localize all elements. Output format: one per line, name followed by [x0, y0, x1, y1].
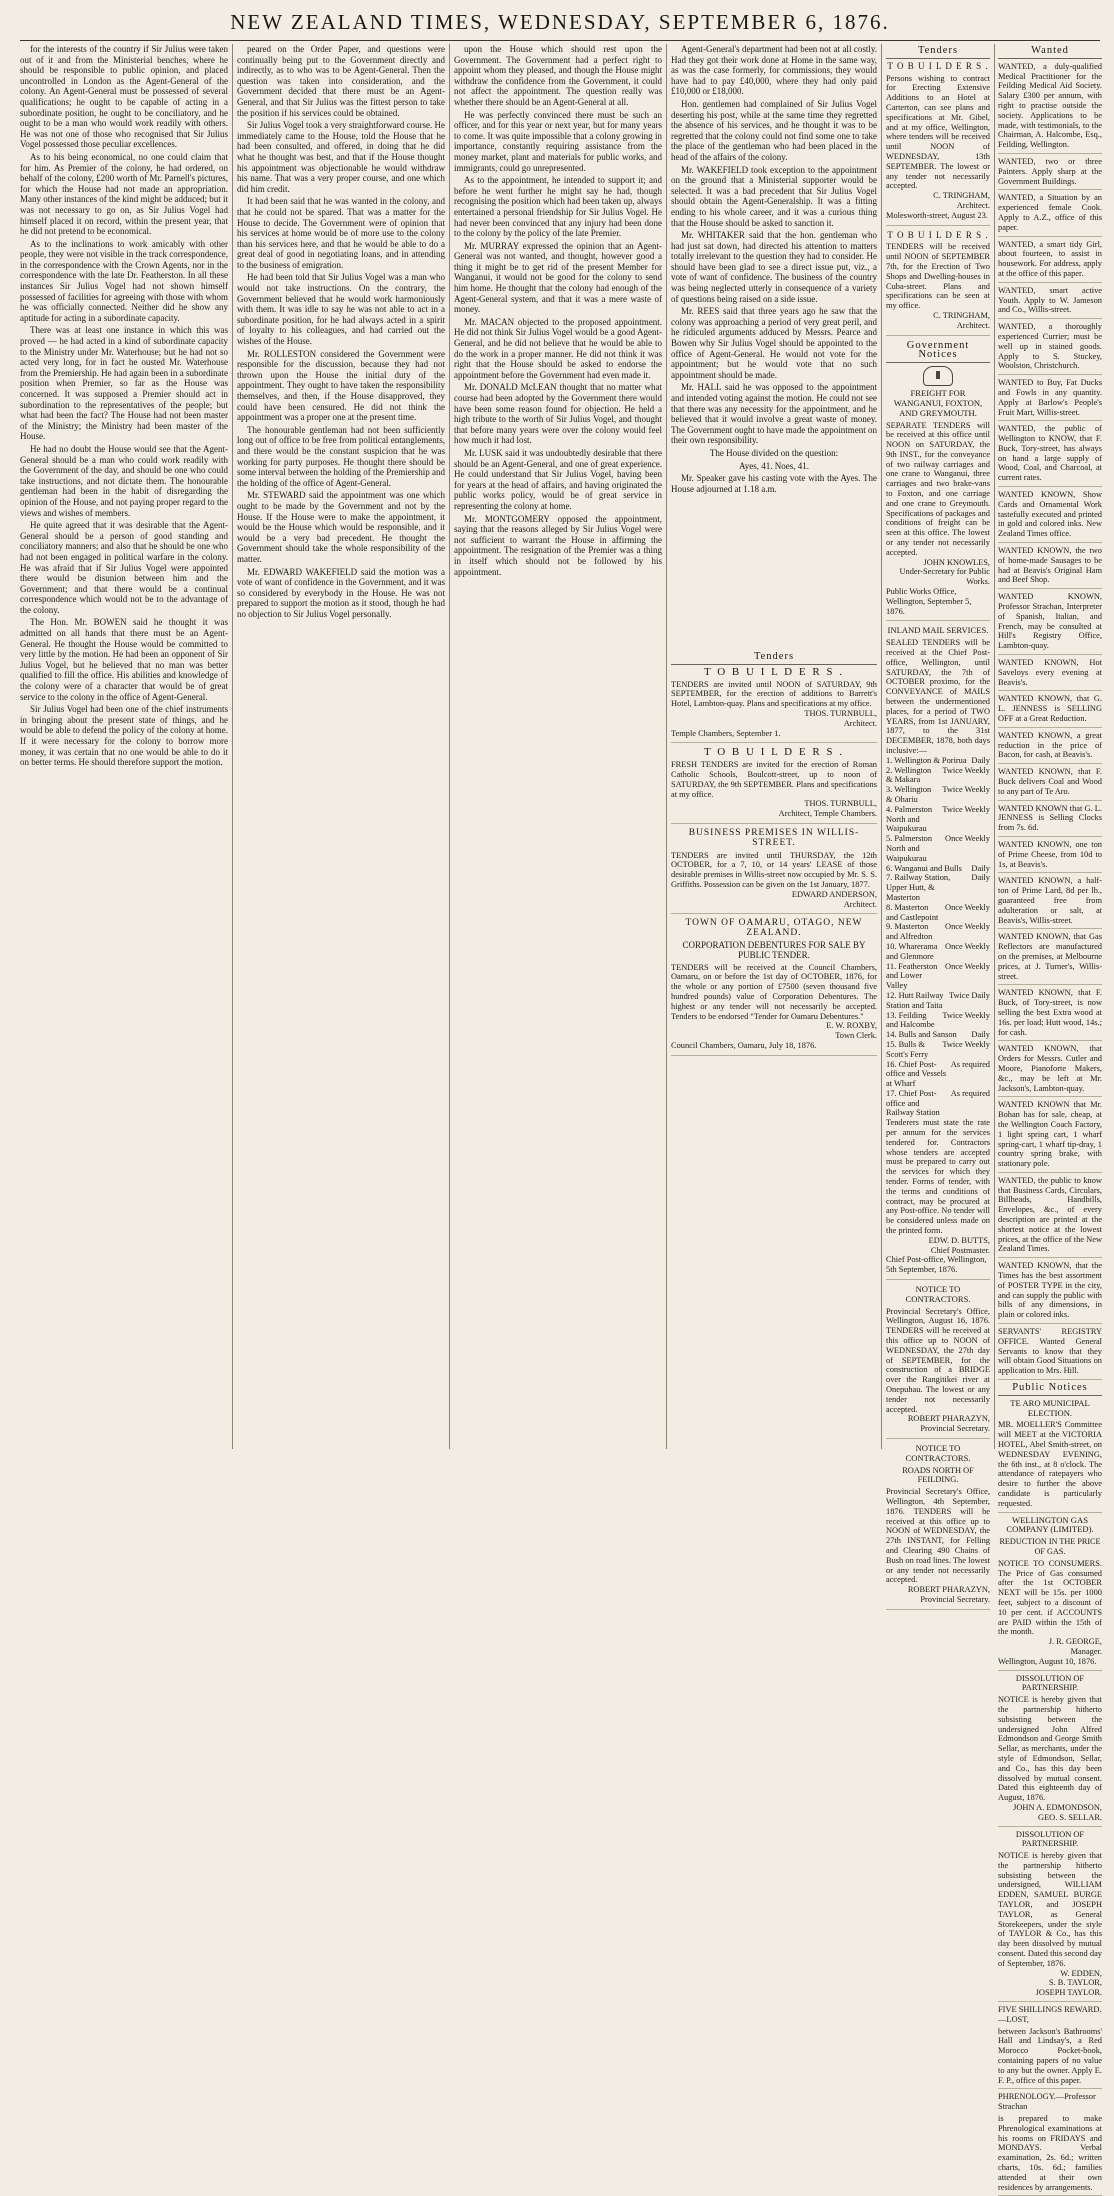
paragraph: The Hon. Mr. BOWEN said he thought it was admitted on all hands that there must be an Agent-General. He thought the House would be committed to very little by the motion. He had been an opponent of Sir Julius Vogel, but he believed that no man was better qualified to fill the office. His abilities and knowledge of the colony were of a character that would be of great service to the colony in the office of Agent-General.	[20, 617, 228, 702]
mail-route-name: 1. Wellington & Porirua	[886, 755, 967, 765]
ad-signature: GEO. S. SELLAR.	[1038, 1812, 1102, 1822]
public-notice	[998, 1830, 1102, 2003]
ad-signature-title: Provincial Secretary.	[920, 1424, 990, 1434]
public-notice	[998, 1516, 1102, 1671]
wanted-list	[998, 62, 1102, 1380]
tender-ad	[671, 919, 877, 1055]
wanted-ad: WANTED, a duly-qualified Medical Practitioner for the Feilding Medical Aid Society. Salary £300 per annum, with right to practise outside the society. Applications to be made, with testimonials, to the Chairman, A. Halcombe, Esq., Feilding, Wellington.	[998, 62, 1102, 154]
mail-route-row	[886, 864, 990, 874]
mail-route-frequency: Daily	[971, 863, 990, 873]
ad-signature: E. W. ROXBY,	[826, 1021, 877, 1031]
ad-body: FRESH TENDERS are invited for the erection of Roman Catholic Schools, Boulcott-street, up to noon of SATURDAY, the 9th SEPTEMBER. Plans and specifications at my office.	[671, 760, 877, 799]
ad-signature: C. TRINGHAM,	[933, 191, 990, 201]
tenders-section-2	[671, 650, 877, 1449]
wanted-ad: WANTED KNOWN, that G. L. JENNESS is SELLING OFF at a Great Reduction.	[998, 694, 1102, 727]
paragraph: It had been said that he was wanted in the colony, and that he could not be spared. That was a matter for the House to decide. The Government were of opinion that his services at home would be of more use to the colony than his services here, and that he would be able to do a great deal of good in negotiating loans, and in attending to the business of emigration.	[237, 196, 445, 270]
public-notice	[998, 1399, 1102, 1513]
mail-route-name: 17. Chief Post-office and Railway Station	[886, 1088, 940, 1118]
tenders-government-column	[886, 44, 990, 1604]
article-column-3	[454, 44, 662, 1449]
ad-signature: EDW. D. BUTTS,	[928, 1235, 990, 1245]
paragraph: Mr. MONTGOMERY opposed the appointment, saying that the reasons alleged by Sir Julius Vogel were not sufficient to warrant the House in affirming the appointment. The resignation of the Premier was a thing in itself which should not be followed by his appointment.	[454, 513, 662, 577]
ad-signature: ROBERT PHARAZYN,	[907, 1414, 990, 1424]
government-notice	[886, 389, 990, 621]
ad-body: SEALED TENDERS will be received at the Chief Post-office, Wellington, until SATURDAY, the 7th of OCTOBER proximo, for the CONVEYANCE of MAILS between the undermentioned places, for a period of TWO YEARS, from 1st JANUARY, 1877, to the 31st DECEMBER, 1878, both days inclusive:—	[886, 638, 990, 755]
mail-route-list	[886, 756, 990, 1118]
ad-subtitle: REDUCTION IN THE PRICE OF GAS.	[999, 1537, 1101, 1556]
ad-signature: C. TRINGHAM,	[933, 310, 990, 320]
wanted-ad: WANTED, a smart tidy Girl, about fourteen, to assist in housework. For address, apply at the office of this paper.	[998, 240, 1102, 283]
paragraph: Mr. REES said that three years ago he saw that the colony was approaching a period of very great peril, and he ridiculed arguments adduced by Messrs. Pearce and Bowen why Sir Julius Vogel should be appointed to the office of Agent-General. He would not vote for the appointment; but he would vote that no such appointment should be made.	[671, 306, 877, 380]
section-heading-public-notices: Public Notices	[998, 1383, 1102, 1396]
ad-title: PHRENOLOGY.—Professor Strachan	[998, 2092, 1096, 2112]
paragraph: Agent-General's department had been not at all costly. Had they got their work done at Home in the same way, as was the case formerly, for commissions, they would have had to pay £40,000, where they had only paid £10,000 or £18,000.	[671, 44, 877, 97]
ad-title: DISSOLUTION OF PARTNERSHIP.	[1015, 1673, 1085, 1693]
ad-body: TENDERS will be received until NOON of SEPTEMBER 7th, for the Erection of Two Shops and Dwelling-houses in Cuba-street. Plans and specifications can be seen at my office.	[886, 242, 990, 311]
ad-title: T O B U I L D E R S .	[703, 665, 845, 678]
mail-route-frequency: Twice Daily	[948, 990, 990, 1000]
paragraph: He had been told that Sir Julius Vogel was a man who would not take instructions. On the contrary, the Government believed that he would work harmoniously with them. It was idle to say he was not able to act in a subordinate position, for he had always acted in a spirit of loyalty to his colleagues, and had carried out the wishes of the House.	[237, 272, 445, 347]
paragraph: He quite agreed that it was desirable that the Agent-General should be a person of good standing and conciliatory manners; and also that he should be one who had not been engaged in political warfare in the colony. He was afraid that if Sir Julius Vogel were appointed there would be disunion between him and the Government; and that there would be a continual correspondence which would not be to the advantage of the colony.	[20, 520, 228, 615]
ad-signature: THOS. TURNBULL,	[804, 708, 877, 718]
public-notice	[998, 1674, 1102, 1827]
mail-route-row	[886, 785, 990, 805]
ad-body: SEPARATE TENDERS will be received at this office until NOON on SATURDAY, the 9th INST., for the conveyance of two railway carriages and one crane to Wanganui, three carriages and two brake-vans to Foxton, and one carriage and one crane to Greymouth. Specifications of packages and conditions of freight can be seen at this office. The lowest or any tender not necessarily accepted.	[886, 420, 990, 557]
paragraph: Mr. LUSK said it was undoubtedly desirable that there should be an Agent-General, and one of great experience. He could understand that Sir Julius Vogel, having been for years at the head of affairs, and having originated the public works policy, would be of great service in representing the colony at home.	[454, 447, 662, 511]
article-column-4	[671, 44, 877, 644]
paragraph: Mr. STEWARD said the appointment was one which ought to be made by the Government and not by the House. If the House were to make the appointment, it would be the House which would be responsible, and it would be a very bad precedent. He thought the Government should take the whole responsibility of the matter.	[237, 490, 445, 564]
ad-title: T O B U I L D E R S .	[703, 746, 845, 759]
column-rule	[994, 44, 995, 1449]
ad-body: between Jackson's Bathrooms' Hall and Lindsay's, a Red Morocco Pocket-book, containing papers of no value to any but the owner. Apply E. F. P., office of this paper.	[998, 2026, 1102, 2085]
paragraph: Sir Julius Vogel took a very straightforward course. He immediately came to the House, told the House that he had been consulted, and offered, in doing that he did what he thought was best, and that if the House thought his appointment was objectionable he would withdraw his name. That was a very proper course, and one which did him credit.	[237, 120, 445, 194]
column-rule	[449, 44, 450, 1449]
ad-signature-title: Town Clerk.	[835, 1031, 877, 1041]
wanted-ad: WANTED, smart active Youth. Apply to W. Jameson and Co., Willis-street.	[998, 286, 1102, 319]
ad-signature: W. EDDEN,	[1060, 1968, 1102, 1978]
ad-body: NOTICE is hereby given that the partnership hitherto subsisting between the undersigned John Alfred Edmondson and George Smith Sellar, as merchants, under the style of Edmondson, Sellar, and Co., has this day been dissolved by mutual consent. Dated this eighteenth day of August, 1876.	[998, 1695, 1102, 1803]
wanted-ad: WANTED KNOWN, that F. Buck, of Tory-street, is now selling the best Extra wood at 16s. per load; Hutt wood, 14s.; for cash.	[998, 988, 1102, 1041]
mail-route-row	[886, 962, 990, 991]
ad-signature: JOHN KNOWLES,	[923, 557, 990, 567]
paragraph: He had no doubt the House would see that the Agent-General should be a man who could work readily with the Government of the day, and should be one who could take instructions, and not dictate them. The honourable gentleman had been in the habit of disregarding the opinion of the House, and not paying proper regard to the views and wishes of members.	[20, 443, 228, 518]
public-notice	[998, 2092, 1102, 2196]
mail-route-frequency: Twice Weekly	[942, 765, 990, 775]
paragraph: He was perfectly convinced there must be such an officer, and for this year or next year, but for many years to come. It was quite impossible that a colony growing in importance, constantly requiring assistance from the money market, plant and materials for public works, and immigrants, could go unrepresented.	[454, 109, 662, 173]
masthead-rule	[20, 40, 1100, 41]
paragraph: for the interests of the country if Sir Julius were taken out of it and from the Ministerial benches, where he should be responsible to public opinion, and placed uncontrolled in London as the Agent-General of the colony. An Agent-General must be possessed of several qualifications; he ought to be capable of acting in a subordinate position, he ought to be conciliatory, and he ought to be a man who would work readily with others. He was not one of those who recognised that Sir Julius Vogel possessed those peculiar excellences.	[20, 44, 228, 150]
tender-ad	[671, 829, 877, 914]
mail-route-frequency: Once Weekly	[945, 961, 990, 971]
mail-route-frequency: Twice Weekly	[942, 1039, 990, 1049]
wanted-ad: WANTED KNOWN, Show Cards and Ornamental Work tastefully executed and printed in gold and colored inks. New Zealand Times office.	[998, 490, 1102, 543]
wanted-ad: WANTED, the public of Wellington to KNOW, that F. Buck, Tory-street, has always on hand a large supply of Wood, Coal, and Charcoal, at current rates.	[998, 424, 1102, 487]
mail-route-row	[886, 1030, 990, 1040]
wanted-ad: WANTED KNOWN, that Orders for Messrs. Cutler and Moore, Pianoforte Makers, &c., may be left at Mr. Jackson's, Lambton-quay.	[998, 1044, 1102, 1097]
section-heading-tenders: Tenders	[886, 46, 990, 59]
column-rule	[881, 44, 882, 1449]
ad-title: NOTICE TO CONTRACTORS.	[905, 1284, 971, 1304]
mail-route-name: 12. Hutt Railway Station and Taita	[886, 990, 944, 1010]
mail-route-name: 5. Palmerston North and Waipukurau	[886, 834, 933, 863]
ad-title: T O B U I L D E R S .	[887, 60, 989, 71]
tender-ad	[886, 62, 990, 226]
wanted-ad: WANTED, a thoroughly experienced Currier; must be well up in stained goods. Apply to S. Stuckey, Woolston, Christchurch.	[998, 322, 1102, 375]
ad-body: MR. MOELLER'S Committee will MEET at the VICTORIA HOTEL, Abel Smith-street, on WEDNESDAY EVENING, the 6th inst., at 8 o'clock. The attendance of ratepayers who desire to further the above candidate is particularly requested.	[998, 1420, 1102, 1508]
division-list: Ayes, 41. Noes, 41.	[739, 460, 809, 471]
ad-signature: J. R. GEORGE,	[1048, 1637, 1102, 1647]
mail-route-row	[886, 805, 990, 834]
wanted-ad: WANTED KNOWN, that F. Buck delivers Coal and Wood to any part of Te Aro.	[998, 767, 1102, 800]
paragraph: There was at least one instance in which this was proved — he had acted in a kind of subordinate capacity to the Ministry under Mr. Waterhouse; but he had not so acted very long, for in fact he ousted Mr. Waterhouse from the Premiership. He had again been in a subordinate position when Premier, so far as the House was concerned. It was supposed a Premier should act in subordination to the representatives of the people; but what had been the fact? The House had not been master of the Ministry; the Ministry had been master of the House.	[20, 325, 228, 442]
ad-date: Wellington, August 10, 1876.	[998, 1656, 1097, 1666]
paragraph: Mr. EDWARD WAKEFIELD said the motion was a vote of want of confidence in the Government, and it was so considered by everybody in the House. He was not prepared to support the motion as it stood, though he had no objection to Sir Julius Vogel personally.	[237, 566, 445, 619]
mail-route-frequency: Once Weekly	[945, 902, 990, 912]
ad-title: INLAND MAIL SERVICES.	[887, 625, 989, 636]
mail-route-row	[886, 1011, 990, 1031]
wanted-ad: WANTED, two or three Painters. Apply sharp at the Government Buildings.	[998, 157, 1102, 190]
mail-route-row	[886, 1089, 990, 1118]
mail-route-row	[886, 834, 990, 863]
paragraph: Mr. DONALD McLEAN thought that no matter what course had been adopted by the Government there would have been some reason found for objection. He held a high tribute to the worth of Sir Julius Vogel, and thought that before many years were over the colony would feel how much it had lost.	[454, 382, 662, 446]
mail-route-name: 4. Palmerston North and Waipukurau	[886, 804, 933, 834]
paragraph: peared on the Order Paper, and questions were continually being put to the Government directly and indirectly, as to who was to be Agent-General. Then the question was taken into consideration, and the Government decided that there must be an Agent-General, and that Sir Julius was the fittest person to take the position if his services could be obtained.	[237, 44, 445, 118]
wanted-ad: WANTED KNOWN, one ton of Prime Cheese, from 10d to 1s, at Beavis's.	[998, 840, 1102, 873]
ad-signature: ROBERT PHARAZYN,	[907, 1585, 990, 1595]
ad-title: TE ARO MUNICIPAL ELECTION.	[1010, 1397, 1090, 1418]
wanted-public-column	[998, 44, 1102, 2192]
article-column-1	[20, 44, 228, 1449]
mail-route-name: 13. Feilding and Halcombe	[886, 1010, 935, 1030]
ad-body: Provincial Secretary's Office, Wellington, August 16, 1876. TENDERS will be received at this office up to NOON of WEDNESDAY, the 27th day of SEPTEMBER, for the construction of a BRIDGE over the Rangitikei river at Onepuhau. The lowest or any tender not necessarily accepted.	[886, 1306, 990, 1414]
mail-route-frequency: Daily	[971, 873, 990, 883]
ad-address: Molesworth-street, August 23.	[886, 210, 988, 220]
ad-signature-title: Provincial Secretary.	[920, 1594, 990, 1604]
wanted-ad: WANTED KNOWN that Mr. Bohan has for sale, cheap, at the Wellington Coach Factory, 1 light spring cart, 1 wharf spring-cart, 1 wharf tip-dray, 1 country spring brake, with stationary pole.	[998, 1100, 1102, 1173]
mail-route-name: 15. Bulls & Scott's Ferry	[886, 1039, 929, 1059]
mail-route-name: 16. Chief Post-office and Vessels at Wharf	[886, 1059, 947, 1089]
masthead: NEW ZEALAND TIMES, WEDNESDAY, SEPTEMBER 6, 1876.	[230, 10, 890, 34]
ad-signature: THOS. TURNBULL,	[804, 799, 877, 809]
wanted-ad: WANTED KNOWN, that Gas Reflectors are manufactured on the premises, at Melbourne prices, at J. Turner's, Willis-street.	[998, 932, 1102, 985]
ad-body: TENDERS will be received at the Council Chambers, Oamaru, on or before the 1st day of OCTOBER, 1876, for the whole or any portion of £7500 (seven thousand five hundred pounds) value of Corporation Debentures. The highest or any tender will not necessarily be accepted. Tenders to be endorsed "Tender for Oamaru Debentures."	[671, 962, 877, 1021]
ad-signature-title: Architect.	[843, 718, 877, 728]
ad-subtitle: ROADS NORTH OF FEILDING.	[902, 1465, 974, 1485]
mail-route-name: 8. Masterton and Castlepoint	[886, 902, 939, 922]
mail-route-row	[886, 1060, 990, 1089]
ad-body: Persons wishing to contract for Erecting Extensive Additions to an Hotel at Carterton, can see plans and specifications at Mr. Gibel, and at my office, Wellington, where tenders will be received until NOON of WEDNESDAY, 13th SEPTEMBER. The lowest or any tender not necessarily accepted.	[886, 73, 990, 191]
mail-route-name: 9. Masterton and Alfredton	[886, 922, 933, 942]
section-heading-tenders: Tenders	[671, 652, 877, 665]
ad-date: Temple Chambers, September 1.	[671, 728, 781, 738]
ad-signature-title: Manager.	[1070, 1646, 1102, 1656]
ad-signature-title: Architect, Temple Chambers.	[778, 809, 877, 819]
paragraph: Mr. WAKEFIELD took exception to the appointment on the ground that a Ministerial supporter would be selected. It was a bad precedent that Sir Julius Vogel should obtain the Agent-Generalship. It was a fitting ending to his whole career, and it was a curious thing that the House should be asked to sanction it.	[671, 164, 877, 228]
tender-ad	[671, 748, 877, 824]
section-heading-government: Government Notices	[886, 341, 990, 364]
royal-crest-icon	[923, 366, 953, 386]
wanted-ad: WANTED KNOWN, that the Times has the best assortment of POSTER TYPE in the city, and can supply the public with bills of any dimensions, in plain or colored inks.	[998, 1261, 1102, 1324]
wanted-ad: WANTED KNOWN, a half-ton of Prime Lard, 8d per lb., guaranteed free from adulteration or salt, at Beavis's, Willis-street.	[998, 876, 1102, 929]
paragraph: As to his being economical, no one could claim that for him. As Premier of the colony, he had ordered, on behalf of the colony, £200 worth of Mr. Parnell's pictures, for which the House had not made an appropriation. Many other instances of the kind might be adduced; but it was not necessary to go on, as Sir Julius Vogel had himself placed it on record, within the present year, that he did not pretend to be economical.	[20, 151, 228, 237]
paragraph: Hon. gentlemen had complained of Sir Julius Vogel deserting his post, while at the same time they regretted the absence of his services, and he thought it was to be regretted that the colony could not find some one to take the place of the gentleman who had been placed in the head of the affairs of the colony.	[671, 98, 877, 162]
paragraph: Mr. Speaker gave his casting vote with the Ayes. The House adjourned at 1.18 a.m.	[671, 473, 877, 494]
paragraph: The honourable gentleman had not been sufficiently long out of office to be free from political entanglements, and there would be the constant suspicion that he was working for party purposes. He thought there should be some interval between the holding of the Premiership and the holding of the office of Agent-General.	[237, 424, 445, 488]
mail-route-frequency: As required	[950, 1088, 990, 1098]
mail-route-frequency: Once Weekly	[945, 922, 990, 932]
mail-route-row	[886, 942, 990, 962]
public-notice	[998, 2005, 1102, 2089]
mail-route-row	[886, 1040, 990, 1060]
ad-date: Council Chambers, Oamaru, July 18, 1876.	[671, 1040, 817, 1050]
ad-signature: EDWARD ANDERSON,	[791, 889, 877, 899]
paragraph: upon the House which should rest upon the Government. The Government had a perfect right to appoint whom they pleased, and though the House might withdraw the confidence from the Government, it could not affect the appointment. The question really was whether there should be an Agent-General at all.	[454, 44, 662, 107]
mail-route-frequency: Once Weekly	[945, 941, 990, 951]
wanted-ad: WANTED KNOWN, Professor Strachan, Interpreter of Spanish, Italian, and French, may be consulted at Hill's Registry Office, Lambton-quay.	[998, 592, 1102, 655]
government-notice	[886, 1444, 990, 1610]
tender-ad	[671, 665, 877, 744]
wanted-ad: WANTED KNOWN, a great reduction in the price of Bacon, for cash, at Beavis's.	[998, 731, 1102, 764]
ad-signature: S. B. TAYLOR,	[1048, 1978, 1102, 1988]
wanted-ad: WANTED, a Situation by an experienced female Cook. Apply to A.Z., office of this paper.	[998, 193, 1102, 236]
ad-title: TOWN OF OAMARU, OTAGO, NEW ZEALAND.	[685, 918, 863, 939]
mail-route-name: 10. Wharerama and Glenmore	[886, 941, 938, 961]
mail-route-frequency: Twice Weekly	[942, 1010, 990, 1020]
government-notice	[886, 626, 990, 1280]
column-rule	[666, 44, 667, 1449]
paragraph: Mr. MURRAY expressed the opinion that an Agent-General was not wanted, and thought, however good a thing it might be to get rid of the present Member for Wanganui, it would not be good for the colony to send him home. He thought that the colony had enough of the Agent-General system, and that it was a mere waste of money.	[454, 240, 662, 315]
ad-subtitle: CORPORATION DEBENTURES FOR SALE BY PUBLIC TENDER.	[682, 939, 866, 960]
ad-signature-title: Architect.	[956, 320, 990, 330]
paragraph: Mr. MACAN objected to the proposed appointment. He did not think Sir Julius Vogel would be a good Agent-General, and he did not believe that he would be able to do the work in a proper manner. He did not think it was right that the House should be asked to endorse the appointment before the Government had even made it.	[454, 316, 662, 380]
mail-route-frequency: As required	[950, 1059, 990, 1069]
paragraph: Mr. HALL said he was opposed to the appointment and intended voting against the motion. He could not see that there was any necessity for the appointment, and he believed that it would involve a great waste of money. The Government ought to have made the appointment on their own responsibility.	[671, 382, 877, 446]
mail-route-frequency: Once Weekly	[945, 834, 990, 844]
ad-signature: JOSEPH TAYLOR.	[1035, 1988, 1102, 1998]
wanted-ad: SERVANTS' REGISTRY OFFICE. Wanted General Servants to know that they will obtain Good Situations on application to Mrs. Hill.	[998, 1327, 1102, 1380]
mail-route-name: 14. Bulls and Sanson	[886, 1030, 957, 1040]
mail-route-row	[886, 756, 990, 766]
wanted-ad: WANTED to Buy, Fat Ducks and Fowls in any quantity. Apply at Barlow's People's Fruit Mart, Willis-street.	[998, 378, 1102, 421]
ad-signature-title: Chief Postmaster.	[930, 1245, 990, 1255]
mail-route-row	[886, 766, 990, 786]
mail-route-frequency: Daily	[971, 755, 990, 765]
mail-route-row	[886, 991, 990, 1011]
section-heading-wanted: Wanted	[998, 46, 1102, 59]
mail-route-name: 11. Featherston and Lower Valley	[886, 961, 938, 991]
paragraph: As to the inclinations to work amicably with other people, they were not visible in the track correspondence, in the correspondence with the Crown Agents, nor in the correspondence with the late Dr. Featherston. In all these instances Sir Julius Vogel had not shown himself possessed of facilities for agreeing with those with whom he was officially connected. Neither did he show any aptitude for acting in a subordinate capacity.	[20, 238, 228, 323]
tender-ad	[886, 231, 990, 336]
ad-date: Public Works Office, Wellington, September 5, 1876.	[886, 587, 972, 616]
mail-route-row	[886, 873, 990, 902]
ad-body: Provincial Secretary's Office, Wellington, 4th September, 1876. TENDERS will be received at this office up to NOON of WEDNESDAY, the 27th INSTANT, for Felling and Clearing 490 Chains of Bush on road lines. The lowest or any tender not necessarily accepted.	[886, 1487, 990, 1585]
wanted-ad: WANTED KNOWN, the two of home-made Sausages to be had at Beavis's Original Ham and Beef Shop.	[998, 546, 1102, 589]
ad-body: Tenderers must state the rate per annum for the services tendered for. Contractors whose tenders are accepted must be prepared to carry out the services for which they tender. Forms of tender, with the terms and conditions of contract, may be procured at any Post-office. No tender will be considered unless made on the printed form.	[886, 1118, 990, 1236]
mail-route-frequency: Daily	[971, 1030, 990, 1040]
paragraph: Mr. ROLLESTON considered the Government were responsible for the discussion, because they had not thrown upon the House the initial duty of the appointment. They ought to have taken the responsibility themselves, and then, if the House disapproved, they could have been censured. He did not think the appointment was a proper one at the present time.	[237, 348, 445, 423]
ad-body: is prepared to make Phrenological examinations at his rooms on FRIDAYS and MONDAYS. Verbal examination, 2s. 6d.; written charts, 10s. 6d.; families attended at their own residences by arrangements.	[998, 2114, 1102, 2192]
mail-route-row	[886, 922, 990, 942]
mail-route-row	[886, 903, 990, 923]
ad-title: FREIGHT FOR WANGANUI, FOXTON, AND GREYMOUTH.	[893, 388, 983, 418]
paragraph: Sir Julius Vogel had been one of the chief instruments in bringing about the present state of things, and he would be able to defend the policy of the colony at home. If it were necessary for the colony to borrow more money, it was certain that no one would be able to do it on better terms. He should therefore support the motion.	[20, 704, 228, 768]
mail-route-name: 6. Wanganui and Bulls	[886, 863, 962, 873]
paragraph: As to the appointment, he intended to support it; and before he went further he might say he had, though recognising the position which had been taken up, always entertained a personal friendship for Sir Julius Vogel. He had never been convinced that any injury had been done to the colony by the policy of the late Premier.	[454, 175, 662, 239]
mail-route-frequency: Twice Weekly	[942, 804, 990, 814]
paragraph: The House divided on the question:	[709, 447, 839, 458]
mail-route-name: 2. Wellington & Makara	[886, 765, 932, 785]
ad-title: WELLINGTON GAS COMPANY (LIMITED).	[1006, 1514, 1094, 1535]
ad-title: DISSOLUTION OF PARTNERSHIP.	[1015, 1829, 1085, 1849]
ad-signature-title: Architect.	[843, 899, 877, 909]
wanted-ad: WANTED KNOWN that G. L. JENNESS is Selling Clocks from 7s. 6d.	[998, 804, 1102, 837]
mail-route-frequency: Twice Weekly	[942, 785, 990, 795]
ad-signature-title: Under-Secretary for Public Works.	[899, 567, 990, 587]
mail-route-name: 7. Railway Station, Upper Hutt, & Masterton	[886, 873, 951, 902]
ad-signature: JOHN A. EDMONDSON,	[1013, 1802, 1102, 1812]
ad-body: TENDERS are invited until NOON of SATURDAY, 9th SEPTEMBER, for the erection of additions to Barrett's Hotel, Lambton-quay. Plans and specifications at my office.	[671, 679, 877, 709]
ad-body: NOTICE is hereby given that the partnership hitherto subsisting between the undersigned, WILLIAM EDDEN, SAMUEL BURGE TAYLOR, and JOSEPH TAYLOR, as General Storekeepers, under the style of TAYLOR & Co., has this day been dissolved by mutual consent. Dated this second day of September, 1876.	[998, 1851, 1102, 1968]
ad-signature-title: Architect.	[956, 200, 990, 210]
paragraph: Mr. WHITAKER said that the hon. gentleman who had just sat down, had directed his attention to matters totally irrelevant to the question they had to consider. He should have been glad to see a direct issue put, viz., a vote of want of confidence. The business of the country was being neglected utterly in consequence of a variety of questions being raised on a side issue.	[671, 230, 877, 304]
mail-route-name: 3. Wellington & Ohariu	[886, 785, 932, 804]
ad-body: TENDERS are invited until THURSDAY, the 12th OCTOBER, for a 7, 10, or 14 years' LEASE of those desirable premises in Willis-street now occupied by Mr. S. S. Griffiths. Possession can be given on the 1st January, 1877.	[671, 850, 877, 889]
ad-title: T O B U I L D E R S .	[887, 229, 989, 240]
government-notice	[886, 1285, 990, 1439]
ad-title: FIVE SHILLINGS REWARD.—LOST,	[998, 2005, 1102, 2024]
ad-date: Chief Post-office, Wellington, 5th September, 1876.	[886, 1255, 987, 1275]
ad-title: BUSINESS PREMISES IN WILLIS-STREET.	[688, 827, 860, 848]
wanted-ad: WANTED, the public to know that Business Cards, Circulars, Billheads, Handbills, Envelopes, &c., of every description are printed at the shortest notice at the lowest prices, at the office of the New Zealand Times.	[998, 1176, 1102, 1258]
ad-body: NOTICE TO CONSUMERS. The Price of Gas consumed after the 1st OCTOBER NEXT will be 15s. per 1000 feet, subject to a discount of 10 per cent. if ACCOUNTS are PAID within the 15th of the month.	[998, 1558, 1102, 1637]
column-rule	[232, 44, 233, 1449]
article-column-2	[237, 44, 445, 1449]
wanted-ad: WANTED KNOWN, Hot Saveloys every evening at Beavis's.	[998, 658, 1102, 691]
ad-title: NOTICE TO CONTRACTORS.	[905, 1442, 971, 1463]
